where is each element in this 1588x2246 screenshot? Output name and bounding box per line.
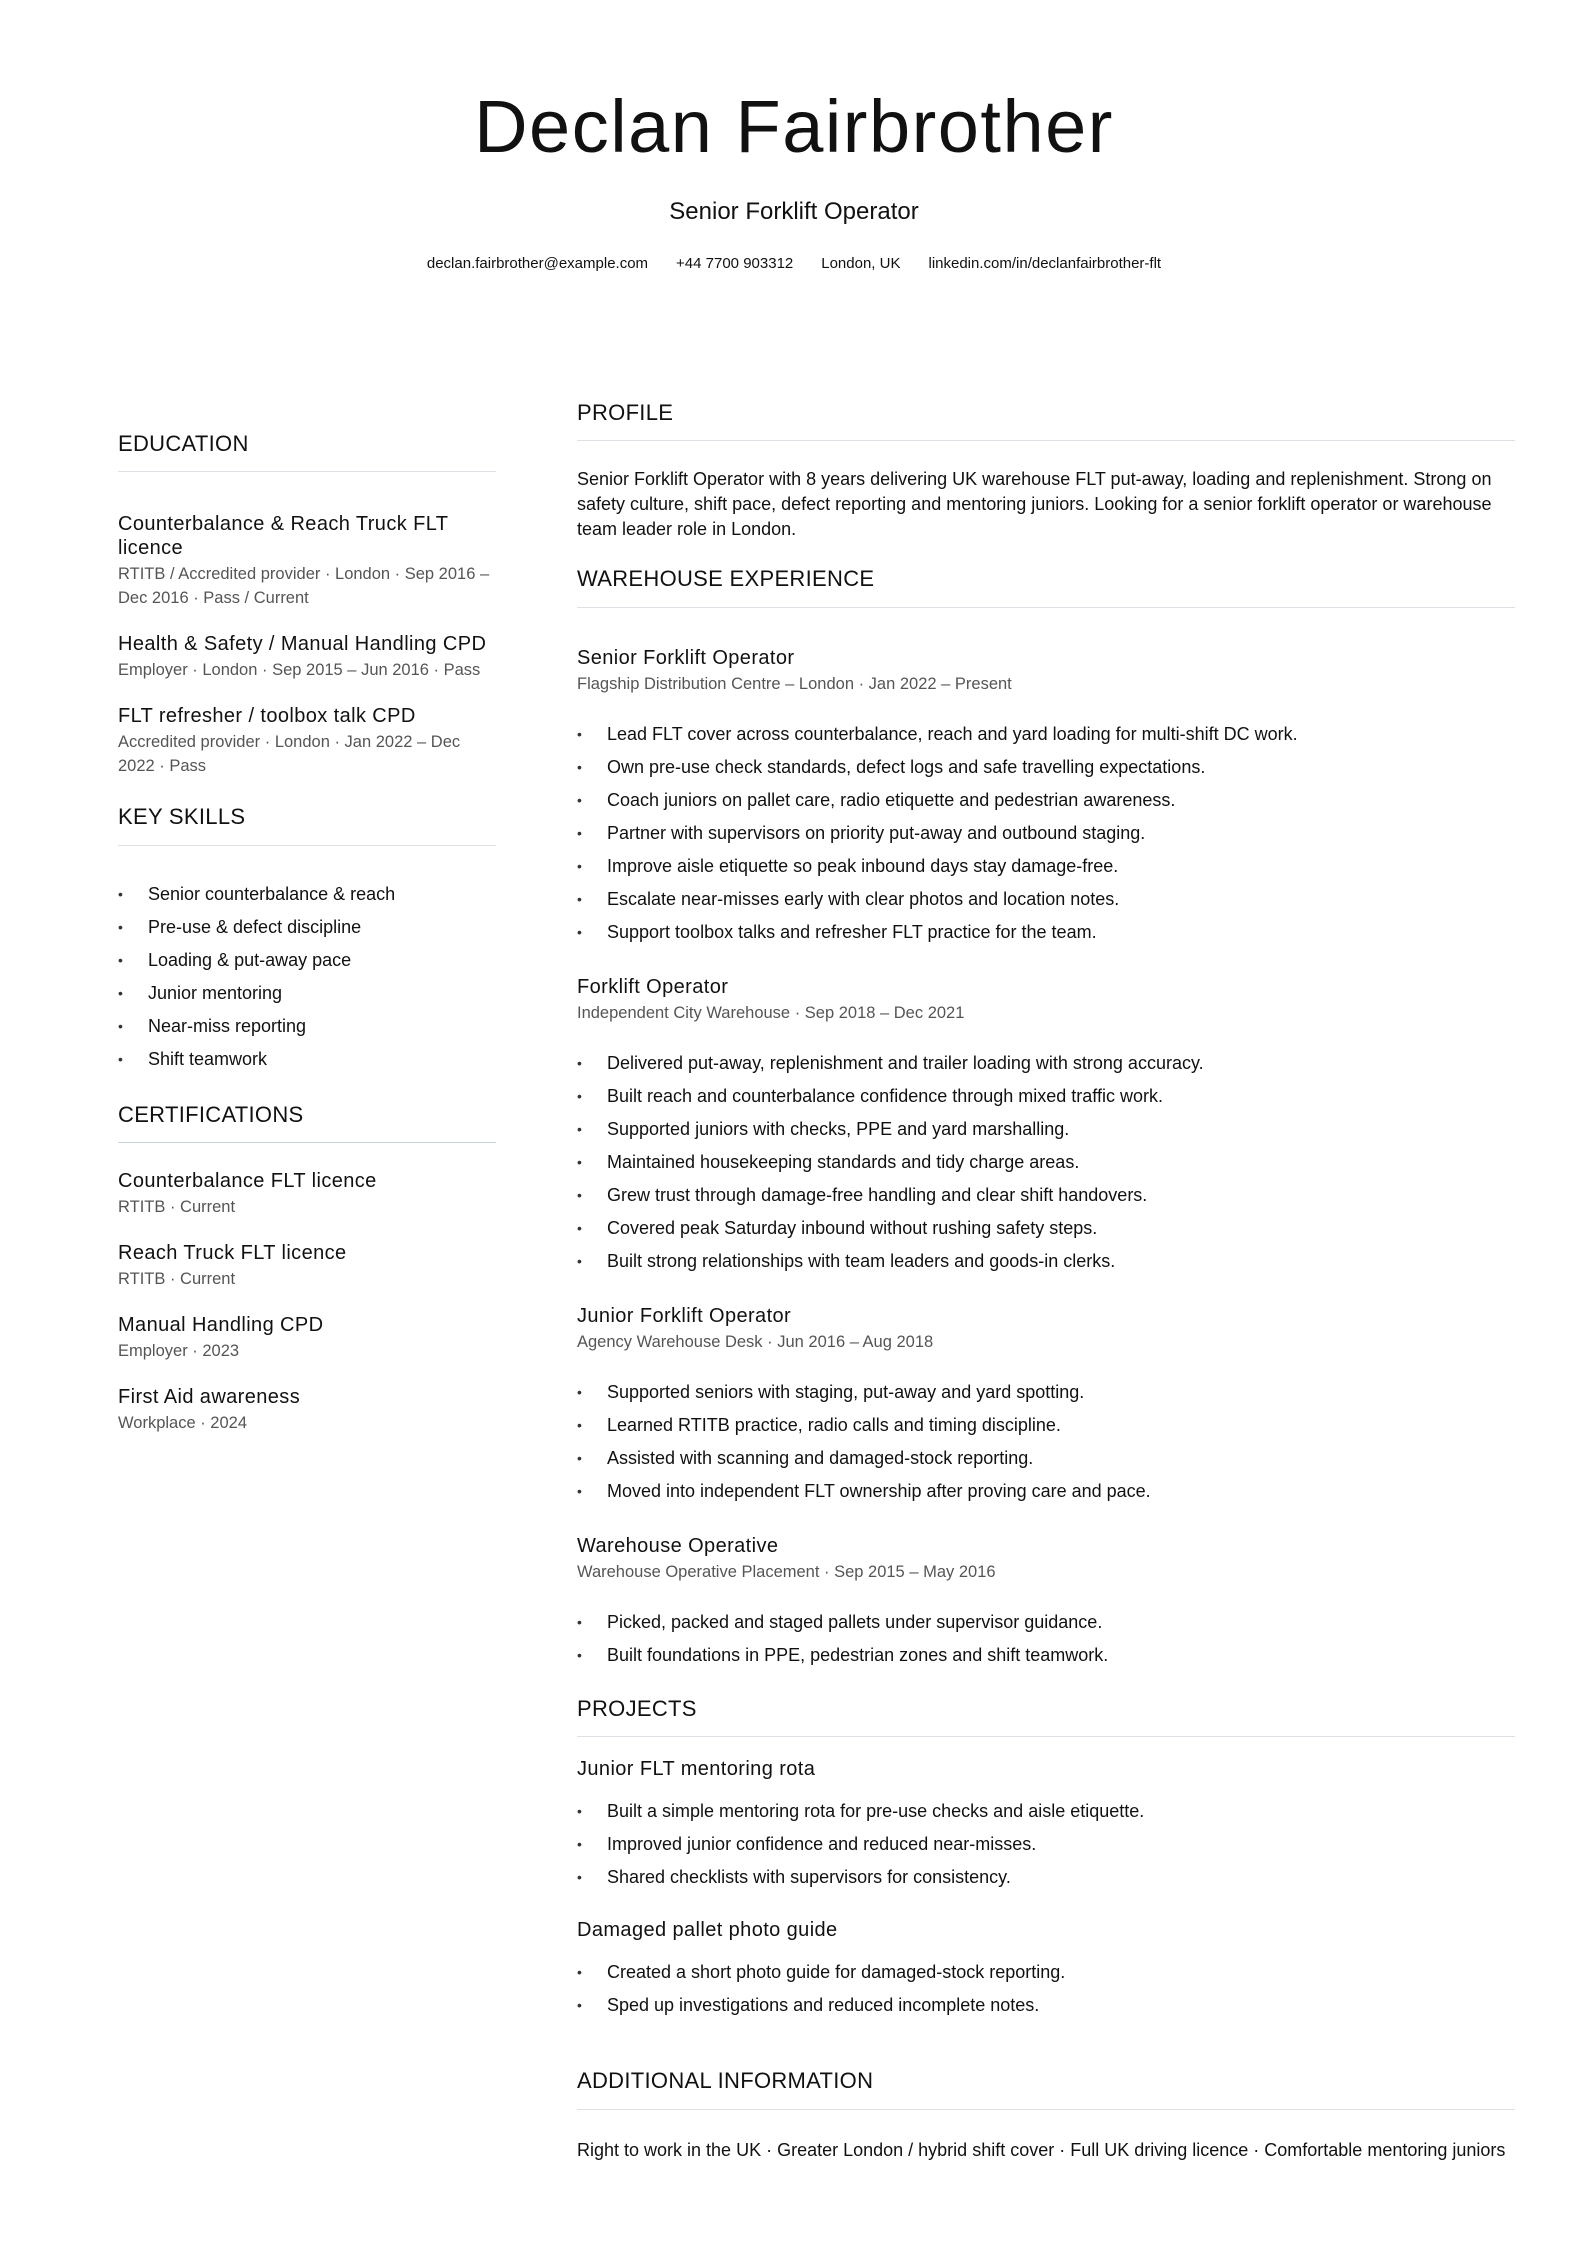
contact-phone[interactable]: +44 7700 903312 <box>676 254 794 272</box>
experience-list <box>577 646 1515 1672</box>
education-meta: RTITB / Accredited provider · London · Sep 2016 – Dec 2016 · Pass / Current <box>118 565 490 608</box>
job-title: Senior Forklift Operator <box>577 646 795 669</box>
job-bullet: • Picked, packed and staged pallets under supervisor guidance. <box>577 1606 1515 1639</box>
job-bullet: • Moved into independent FLT ownership after proving care and pace. <box>577 1475 1515 1508</box>
job-meta: Flagship Distribution Centre – London · Jan 2022 – Present <box>577 674 1012 693</box>
project-bullets <box>577 1795 1515 1894</box>
job-bullet: • Lead FLT cover across counterbalance, reach and yard loading for multi-shift DC work. <box>577 718 1515 751</box>
job-bullet: • Support toolbox talks and refresher FLT practice for the team. <box>577 916 1515 949</box>
job-bullet: • Built reach and counterbalance confidence through mixed traffic work. <box>577 1080 1515 1113</box>
job-meta: Agency Warehouse Desk · Jun 2016 – Aug 2018 <box>577 1332 934 1351</box>
contact-email[interactable]: declan.fairbrother@example.com <box>426 254 649 272</box>
certification-title: Reach Truck FLT licence <box>118 1242 347 1265</box>
additional-text: Right to work in the UK · Greater London / hybrid shift cover · Full UK driving licence · Comfortable mentoring juniors <box>577 2139 1506 2160</box>
job-entry <box>577 646 1515 949</box>
project-bullet: • Built a simple mentoring rota for pre-use checks and aisle etiquette. <box>577 1795 1515 1828</box>
job-bullets <box>577 1376 1515 1508</box>
education-item <box>118 512 496 610</box>
skill-item: • Loading & put-away pace <box>118 944 496 977</box>
certification-meta: Employer · 2023 <box>118 1342 240 1361</box>
skills-heading: KEY SKILLS <box>118 804 496 845</box>
job-title: Junior Forklift Operator <box>577 1304 792 1327</box>
profile-section <box>577 400 1515 542</box>
job-bullet: • Escalate near-misses early with clear photos and location notes. <box>577 883 1515 916</box>
contact-linkedin[interactable]: linkedin.com/in/declanfairbrother-flt <box>928 254 1162 272</box>
certifications-list <box>118 1169 496 1435</box>
job-bullet: • Supported seniors with staging, put-away and yard spotting. <box>577 1376 1515 1409</box>
job-bullets <box>577 1047 1515 1278</box>
skill-item: • Shift teamwork <box>118 1043 496 1076</box>
additional-heading: ADDITIONAL INFORMATION <box>577 2068 1515 2109</box>
resume-header <box>0 85 1588 272</box>
certification-item <box>118 1385 496 1435</box>
project-bullet: • Sped up investigations and reduced incomplete notes. <box>577 1989 1515 2022</box>
certifications-heading: CERTIFICATIONS <box>118 1102 496 1143</box>
education-section <box>118 431 496 778</box>
job-bullet: • Learned RTITB practice, radio calls and timing discipline. <box>577 1409 1515 1442</box>
job-bullets <box>577 718 1515 949</box>
project-bullets <box>577 1956 1515 2022</box>
project-bullet: • Shared checklists with supervisors for consistency. <box>577 1861 1515 1894</box>
job-bullet: • Coach juniors on pallet care, radio etiquette and pedestrian awareness. <box>577 784 1515 817</box>
job-bullet: • Maintained housekeeping standards and tidy charge areas. <box>577 1146 1515 1179</box>
projects-section <box>577 1696 1515 2022</box>
contact-line <box>0 255 1588 272</box>
projects-list <box>577 1757 1515 2022</box>
profile-summary: Senior Forklift Operator with 8 years delivering UK warehouse FLT put-away, loading and replenishment. Strong on safety culture, shift pace, defect reporting and mentoring juniors. Looking for a senior forklift operator or warehouse team leader role in London. <box>577 469 1492 540</box>
education-item <box>118 704 496 778</box>
job-entry <box>577 975 1515 1278</box>
education-title: FLT refresher / toolbox talk CPD <box>118 705 416 728</box>
job-bullet: • Built strong relationships with team leaders and goods-in clerks. <box>577 1245 1515 1278</box>
skills-list <box>118 878 496 1076</box>
certification-title: First Aid awareness <box>118 1386 301 1409</box>
right-column <box>577 400 1515 2163</box>
project-bullet: • Created a short photo guide for damaged-stock reporting. <box>577 1956 1515 1989</box>
projects-heading: PROJECTS <box>577 1696 1515 1737</box>
education-title: Counterbalance & Reach Truck FLT licence <box>118 513 448 560</box>
project-entry <box>577 1918 1515 2022</box>
job-bullet: • Own pre-use check standards, defect logs and safe travelling expectations. <box>577 751 1515 784</box>
certification-title: Counterbalance FLT licence <box>118 1170 377 1193</box>
education-title: Health & Safety / Manual Handling CPD <box>118 633 487 656</box>
profile-heading: PROFILE <box>577 400 1515 441</box>
education-list <box>118 512 496 778</box>
project-bullet: • Improved junior confidence and reduced near-misses. <box>577 1828 1515 1861</box>
candidate-name: Declan Fairbrother <box>474 85 1114 168</box>
job-bullet: • Assisted with scanning and damaged-stock reporting. <box>577 1442 1515 1475</box>
job-bullets <box>577 1606 1515 1672</box>
certifications-section <box>118 1102 496 1435</box>
skill-item: • Pre-use & defect discipline <box>118 911 496 944</box>
job-bullet: • Covered peak Saturday inbound without rushing safety steps. <box>577 1212 1515 1245</box>
skill-item: • Junior mentoring <box>118 977 496 1010</box>
experience-section <box>577 566 1515 1671</box>
education-meta: Accredited provider · London · Jan 2022 – Dec 2022 · Pass <box>118 733 461 776</box>
project-title: Junior FLT mentoring rota <box>577 1758 816 1781</box>
certification-item <box>118 1313 496 1363</box>
job-meta: Warehouse Operative Placement · Sep 2015 – May 2016 <box>577 1562 996 1581</box>
education-meta: Employer · London · Sep 2015 – Jun 2016 · Pass <box>118 661 481 680</box>
job-meta: Independent City Warehouse · Sep 2018 – Dec 2021 <box>577 1003 965 1022</box>
experience-heading: WAREHOUSE EXPERIENCE <box>577 566 1515 607</box>
skill-item: • Senior counterbalance & reach <box>118 878 496 911</box>
job-title: Forklift Operator <box>577 975 729 998</box>
project-entry <box>577 1757 1515 1894</box>
certification-meta: RTITB · Current <box>118 1270 236 1289</box>
job-title: Warehouse Operative <box>577 1534 779 1557</box>
job-bullet: • Improve aisle etiquette so peak inbound days stay damage-free. <box>577 850 1515 883</box>
job-bullet: • Delivered put-away, replenishment and trailer loading with strong accuracy. <box>577 1047 1515 1080</box>
education-item <box>118 632 496 682</box>
certification-title: Manual Handling CPD <box>118 1314 324 1337</box>
education-heading: EDUCATION <box>118 431 496 472</box>
certification-meta: Workplace · 2024 <box>118 1414 248 1433</box>
certification-meta: RTITB · Current <box>118 1198 236 1217</box>
job-bullet: • Supported juniors with checks, PPE and yard marshalling. <box>577 1113 1515 1146</box>
project-title: Damaged pallet photo guide <box>577 1919 838 1942</box>
left-column <box>118 431 496 1457</box>
job-entry <box>577 1304 1515 1508</box>
job-bullet: • Built foundations in PPE, pedestrian zones and shift teamwork. <box>577 1639 1515 1672</box>
certification-item <box>118 1241 496 1291</box>
additional-section <box>577 2068 1515 2162</box>
job-bullet: • Grew trust through damage-free handling and clear shift handovers. <box>577 1179 1515 1212</box>
contact-location: London, UK <box>821 254 901 272</box>
candidate-role: Senior Forklift Operator <box>669 198 919 225</box>
job-entry <box>577 1534 1515 1672</box>
skill-item: • Near-miss reporting <box>118 1010 496 1043</box>
job-bullet: • Partner with supervisors on priority put-away and outbound staging. <box>577 817 1515 850</box>
skills-section <box>118 804 496 1075</box>
certification-item <box>118 1169 496 1219</box>
